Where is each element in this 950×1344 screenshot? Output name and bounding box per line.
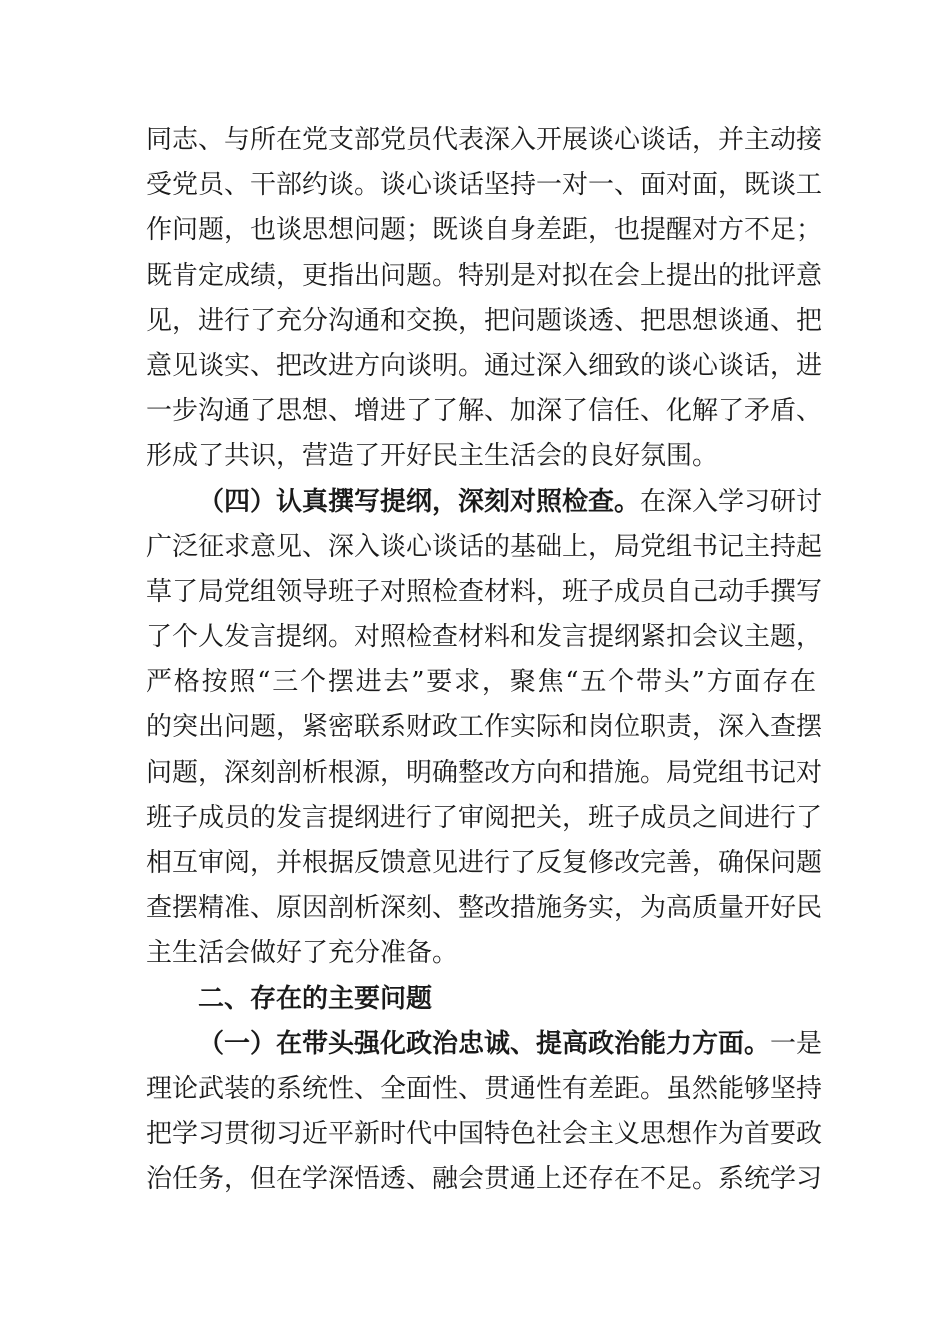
section-four-heading: （四）认真撰写提纲，深刻对照检查。 [198, 486, 641, 517]
paragraph-line [146, 389, 823, 434]
paragraph-line [146, 570, 823, 615]
paragraph-line [146, 841, 823, 886]
line-text: 严格按照“三个摆进去”要求，聚焦“五个带头”方面存在 [146, 667, 816, 698]
paragraph-line [146, 615, 823, 660]
paragraph-line [146, 118, 823, 163]
line-text: 查摆精准、原因剖析深刻、整改措施务实，为高质量开好民 [146, 893, 823, 924]
paragraph-line [146, 299, 823, 344]
line-text: 了个人发言提纲。对照检查材料和发言提纲紧扣会议主题， [146, 622, 823, 653]
line-text: 形成了共识，营造了开好民主生活会的良好氛围。 [146, 441, 719, 472]
paragraph-line [146, 1067, 823, 1112]
line-text: 班子成员的发言提纲进行了审阅把关，班子成员之间进行了 [146, 802, 823, 833]
line-text: 意见谈实、把改进方向谈明。通过深入细致的谈心谈话，进 [146, 350, 823, 381]
paragraph-line-last [146, 434, 816, 479]
paragraph-line [146, 796, 823, 841]
paragraph-line [146, 525, 823, 570]
paragraph-line [146, 254, 823, 299]
paragraph-line [146, 208, 823, 253]
paragraph-line-last [146, 931, 816, 976]
section-two-heading: 二、存在的主要问题 [198, 983, 433, 1014]
paragraph-line [146, 1157, 823, 1202]
line-text: 草了局党组领导班子对照检查材料，班子成员自己动手撰写 [146, 576, 823, 607]
line-text: 广泛征求意见、深入谈心谈话的基础上，局党组书记主持起 [146, 531, 823, 562]
line-text: 既肯定成绩，更指出问题。特别是对拟在会上提出的批评意 [146, 260, 823, 291]
paragraph-line [146, 1112, 823, 1157]
line-text: 主生活会做好了充分准备。 [146, 938, 459, 969]
section-two-heading-line [146, 977, 816, 1022]
subsection-one-heading: （一）在带头强化政治忠诚、提高政治能力方面。 [198, 1028, 771, 1059]
line-text: 在深入学习研讨 [640, 486, 823, 517]
line-text: 问题，深刻剖析根源，明确整改方向和措施。局党组书记对 [146, 757, 823, 788]
paragraph-line [146, 705, 823, 750]
line-text: 相互审阅，并根据反馈意见进行了反复修改完善，确保问题 [146, 848, 823, 878]
paragraph-line [146, 660, 816, 705]
line-text: 作问题，也谈思想问题；既谈自身差距，也提醒对方不足； [146, 215, 823, 246]
subsection-one-first-line [146, 1022, 823, 1067]
section-four-first-line [146, 480, 823, 525]
document-body [146, 118, 823, 1203]
paragraph-line [146, 344, 823, 389]
line-text: 同志、与所在党支部党员代表深入开展谈心谈话，并主动接 [146, 125, 823, 155]
line-text: 把学习贯彻习近平新时代中国特色社会主义思想作为首要政 [146, 1119, 823, 1150]
paragraph-line [146, 163, 823, 208]
line-text: 见，进行了充分沟通和交换，把问题谈透、把思想谈通、把 [146, 305, 823, 336]
paragraph-line [146, 886, 823, 931]
line-text: 一是 [770, 1028, 823, 1059]
line-text: 理论武装的系统性、全面性、贯通性有差距。虽然能够坚持 [146, 1073, 823, 1104]
line-text: 一步沟通了思想、增进了了解、加深了信任、化解了矛盾、 [146, 396, 823, 427]
line-text: 治任务，但在学深悟透、融会贯通上还存在不足。系统学习 [146, 1164, 823, 1195]
line-text: 的突出问题，紧密联系财政工作实际和岗位职责，深入查摆 [146, 712, 823, 743]
line-text: 受党员、干部约谈。谈心谈话坚持一对一、面对面，既谈工 [146, 170, 823, 201]
paragraph-line [146, 751, 823, 796]
